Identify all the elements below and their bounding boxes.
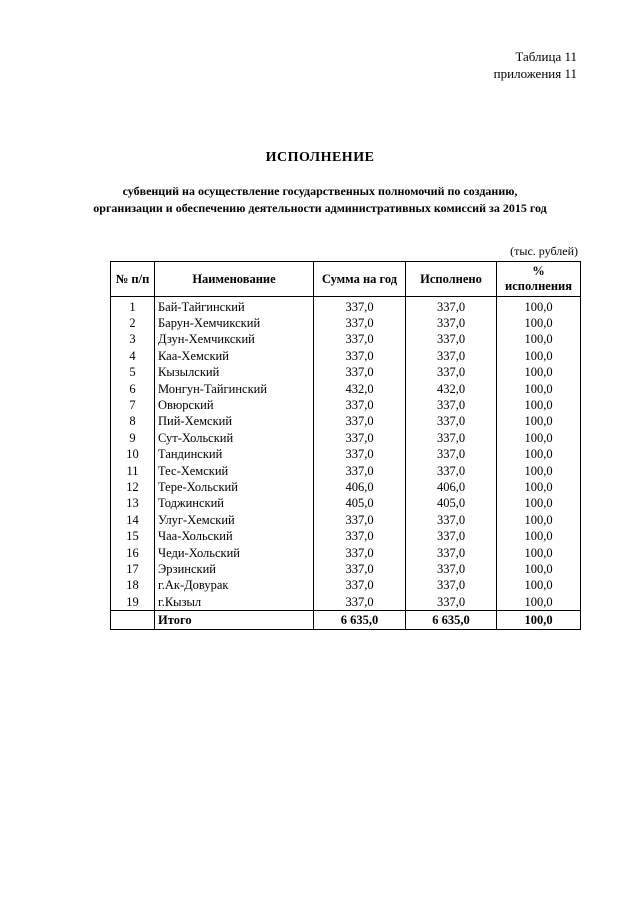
row-done: 337,0 bbox=[406, 414, 497, 430]
row-done: 432,0 bbox=[406, 381, 497, 397]
col-header-pct bbox=[497, 262, 581, 297]
row-pct: 100,0 bbox=[497, 463, 581, 479]
row-pct: 100,0 bbox=[497, 381, 581, 397]
row-sum: 337,0 bbox=[314, 512, 406, 528]
row-done: 337,0 bbox=[406, 528, 497, 544]
row-number: 9 bbox=[111, 430, 155, 446]
table-row bbox=[111, 528, 581, 544]
row-pct: 100,0 bbox=[497, 365, 581, 381]
row-sum: 337,0 bbox=[314, 447, 406, 463]
row-sum: 337,0 bbox=[314, 430, 406, 446]
row-pct: 100,0 bbox=[497, 578, 581, 594]
row-name: Овюрский bbox=[155, 397, 314, 413]
row-pct: 100,0 bbox=[497, 297, 581, 316]
row-sum: 337,0 bbox=[314, 463, 406, 479]
row-sum: 337,0 bbox=[314, 297, 406, 316]
table-row bbox=[111, 397, 581, 413]
row-done: 337,0 bbox=[406, 463, 497, 479]
row-name: Тере-Хольский bbox=[155, 479, 314, 495]
row-number: 12 bbox=[111, 479, 155, 495]
row-sum: 406,0 bbox=[314, 479, 406, 495]
total-num-cell bbox=[111, 611, 155, 630]
row-sum: 337,0 bbox=[314, 561, 406, 577]
row-pct: 100,0 bbox=[497, 512, 581, 528]
col-header-done: Исполнено bbox=[406, 262, 497, 297]
row-done: 337,0 bbox=[406, 332, 497, 348]
total-done: 6 635,0 bbox=[406, 611, 497, 630]
row-done: 406,0 bbox=[406, 479, 497, 495]
row-name: Сут-Хольский bbox=[155, 430, 314, 446]
execution-table bbox=[110, 261, 581, 630]
total-label: Итого bbox=[155, 611, 314, 630]
row-name: Дзун-Хемчикский bbox=[155, 332, 314, 348]
row-number: 18 bbox=[111, 578, 155, 594]
row-name: Монгун-Тайгинский bbox=[155, 381, 314, 397]
row-number: 16 bbox=[111, 545, 155, 561]
row-done: 337,0 bbox=[406, 578, 497, 594]
row-done: 337,0 bbox=[406, 447, 497, 463]
row-name: Чаа-Хольский bbox=[155, 528, 314, 544]
table-row bbox=[111, 545, 581, 561]
row-name: Бай-Тайгинский bbox=[155, 297, 314, 316]
col-header-pct-line2: исполнения bbox=[505, 279, 572, 293]
table-body bbox=[111, 297, 581, 611]
table-row bbox=[111, 463, 581, 479]
table-row bbox=[111, 479, 581, 495]
document-subtitle bbox=[0, 183, 640, 217]
row-sum: 337,0 bbox=[314, 594, 406, 611]
document-title: ИСПОЛНЕНИЕ bbox=[265, 150, 375, 165]
row-name: Эрзинский bbox=[155, 561, 314, 577]
subtitle-line1: субвенций на осуществление государственных полномочий по созданию, bbox=[122, 184, 518, 198]
table-row bbox=[111, 297, 581, 316]
row-done: 337,0 bbox=[406, 594, 497, 611]
table-row bbox=[111, 365, 581, 381]
row-name: г.Ак-Довурак bbox=[155, 578, 314, 594]
row-number: 8 bbox=[111, 414, 155, 430]
table-row bbox=[111, 594, 581, 611]
row-pct: 100,0 bbox=[497, 496, 581, 512]
row-name: Улуг-Хемский bbox=[155, 512, 314, 528]
row-sum: 337,0 bbox=[314, 414, 406, 430]
table-row bbox=[111, 447, 581, 463]
table-row bbox=[111, 315, 581, 331]
row-done: 337,0 bbox=[406, 348, 497, 364]
table-ref-line1: Таблица 11 bbox=[515, 49, 577, 64]
row-name: Пий-Хемский bbox=[155, 414, 314, 430]
table-row bbox=[111, 430, 581, 446]
table-row bbox=[111, 496, 581, 512]
total-sum: 6 635,0 bbox=[314, 611, 406, 630]
row-name: Кызылский bbox=[155, 365, 314, 381]
row-pct: 100,0 bbox=[497, 348, 581, 364]
row-done: 337,0 bbox=[406, 397, 497, 413]
row-pct: 100,0 bbox=[497, 315, 581, 331]
row-done: 337,0 bbox=[406, 297, 497, 316]
row-number: 6 bbox=[111, 381, 155, 397]
table-ref-line2: приложения 11 bbox=[493, 66, 577, 81]
table-header-row bbox=[111, 262, 581, 297]
row-number: 10 bbox=[111, 447, 155, 463]
row-number: 17 bbox=[111, 561, 155, 577]
row-pct: 100,0 bbox=[497, 414, 581, 430]
row-sum: 337,0 bbox=[314, 315, 406, 331]
row-name: Тоджинский bbox=[155, 496, 314, 512]
row-number: 3 bbox=[111, 332, 155, 348]
row-pct: 100,0 bbox=[497, 447, 581, 463]
row-pct: 100,0 bbox=[497, 528, 581, 544]
table-row bbox=[111, 381, 581, 397]
table-row bbox=[111, 414, 581, 430]
row-done: 337,0 bbox=[406, 561, 497, 577]
table-row bbox=[111, 348, 581, 364]
row-name: Чеди-Хольский bbox=[155, 545, 314, 561]
row-pct: 100,0 bbox=[497, 332, 581, 348]
row-sum: 432,0 bbox=[314, 381, 406, 397]
row-done: 337,0 bbox=[406, 430, 497, 446]
row-sum: 337,0 bbox=[314, 348, 406, 364]
row-pct: 100,0 bbox=[497, 397, 581, 413]
row-sum: 337,0 bbox=[314, 397, 406, 413]
row-pct: 100,0 bbox=[497, 561, 581, 577]
table-row bbox=[111, 578, 581, 594]
total-row bbox=[111, 611, 581, 630]
row-sum: 337,0 bbox=[314, 545, 406, 561]
row-done: 337,0 bbox=[406, 545, 497, 561]
row-pct: 100,0 bbox=[497, 430, 581, 446]
row-name: Тандинский bbox=[155, 447, 314, 463]
col-header-name: Наименование bbox=[155, 262, 314, 297]
row-name: Барун-Хемчикский bbox=[155, 315, 314, 331]
row-done: 337,0 bbox=[406, 512, 497, 528]
table-row bbox=[111, 561, 581, 577]
row-done: 337,0 bbox=[406, 315, 497, 331]
row-name: Каа-Хемский bbox=[155, 348, 314, 364]
row-pct: 100,0 bbox=[497, 594, 581, 611]
row-pct: 100,0 bbox=[497, 545, 581, 561]
col-header-pct-line1: % bbox=[532, 264, 545, 278]
row-number: 7 bbox=[111, 397, 155, 413]
row-sum: 337,0 bbox=[314, 578, 406, 594]
row-number: 14 bbox=[111, 512, 155, 528]
row-number: 11 bbox=[111, 463, 155, 479]
subtitle-line2: организации и обеспечению деятельности административных комиссий за 2015 год bbox=[93, 201, 547, 215]
row-number: 2 bbox=[111, 315, 155, 331]
row-number: 1 bbox=[111, 297, 155, 316]
row-sum: 337,0 bbox=[314, 332, 406, 348]
col-header-sum: Сумма на год bbox=[314, 262, 406, 297]
row-done: 337,0 bbox=[406, 365, 497, 381]
row-number: 15 bbox=[111, 528, 155, 544]
row-name: г.Кызыл bbox=[155, 594, 314, 611]
row-name: Тес-Хемский bbox=[155, 463, 314, 479]
table-row bbox=[111, 512, 581, 528]
row-number: 5 bbox=[111, 365, 155, 381]
table-reference bbox=[494, 48, 577, 82]
row-number: 19 bbox=[111, 594, 155, 611]
row-pct: 100,0 bbox=[497, 479, 581, 495]
row-number: 13 bbox=[111, 496, 155, 512]
table-row bbox=[111, 332, 581, 348]
row-sum: 337,0 bbox=[314, 365, 406, 381]
unit-label: (тыс. рублей) bbox=[510, 244, 578, 258]
row-done: 405,0 bbox=[406, 496, 497, 512]
row-number: 4 bbox=[111, 348, 155, 364]
col-header-num: № п/п bbox=[111, 262, 155, 297]
row-sum: 405,0 bbox=[314, 496, 406, 512]
total-pct: 100,0 bbox=[497, 611, 581, 630]
row-sum: 337,0 bbox=[314, 528, 406, 544]
